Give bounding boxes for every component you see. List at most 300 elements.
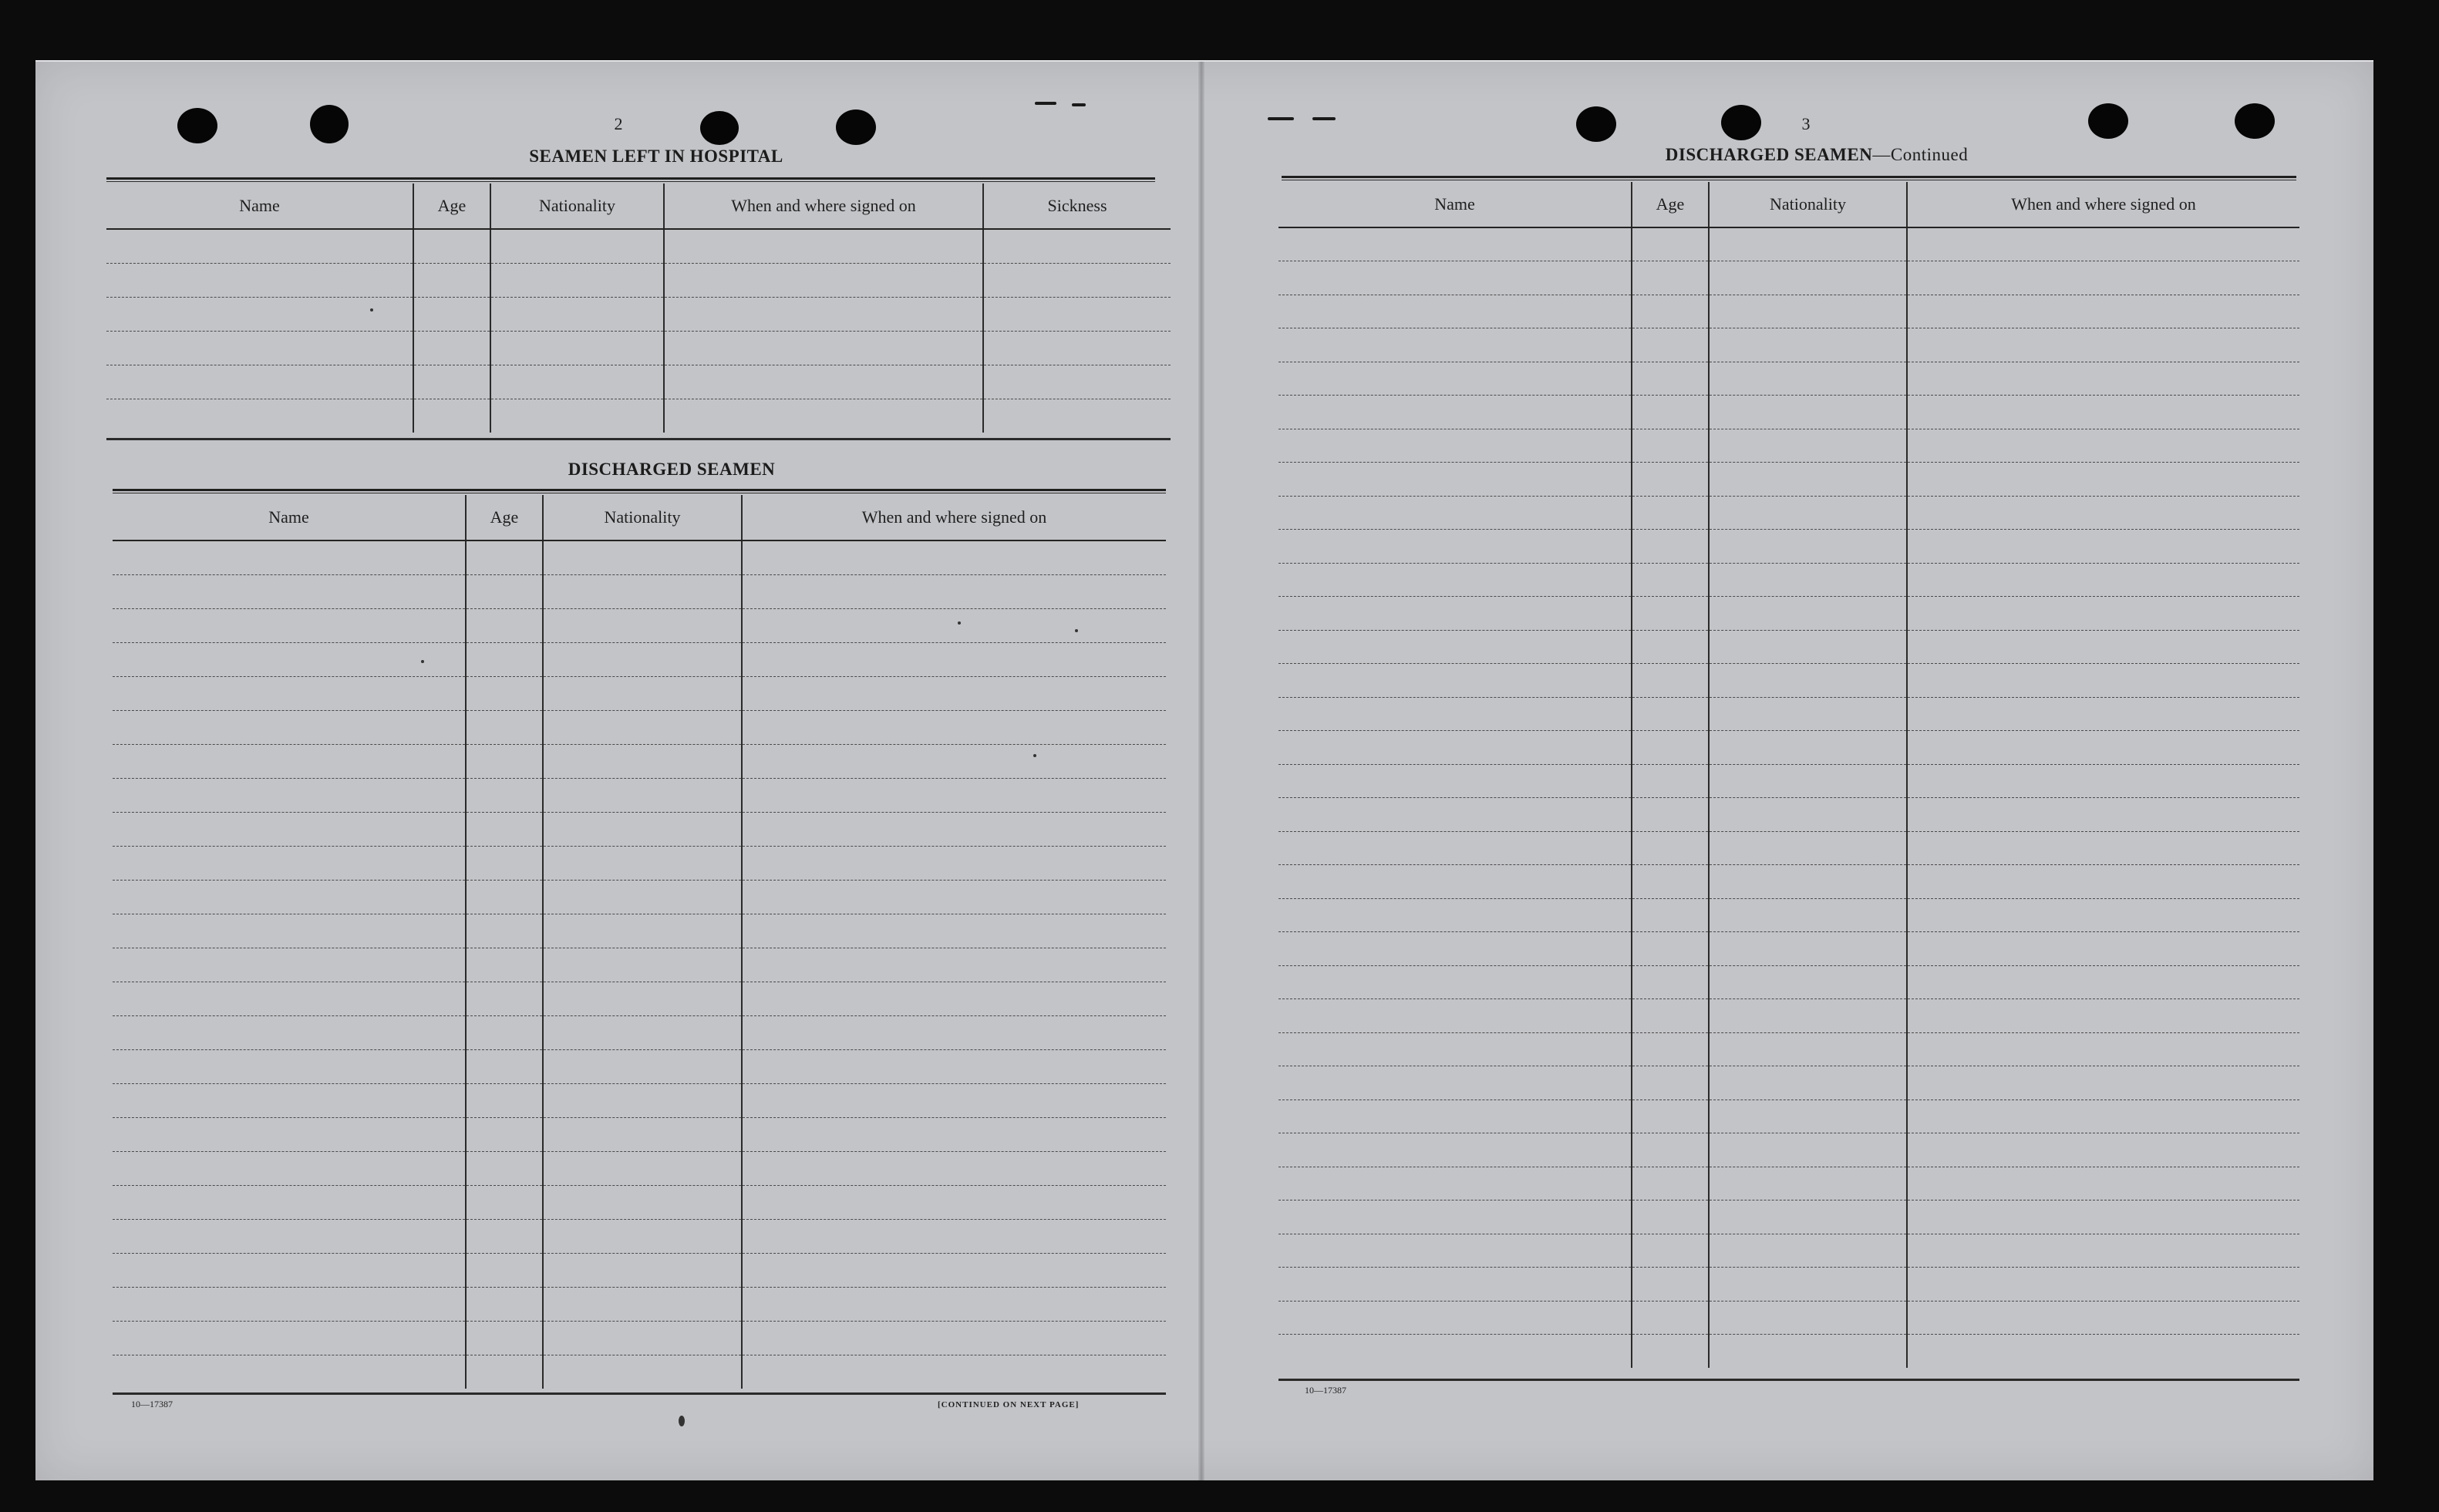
blank-cell: [466, 812, 543, 846]
blank-cell: [466, 1355, 543, 1389]
blank-cell: [466, 914, 543, 948]
blank-cell: [1709, 764, 1907, 798]
table-row: [1278, 362, 2299, 396]
table-row: [113, 914, 1166, 948]
blank-cell: [742, 1117, 1166, 1151]
blank-cell: [106, 331, 413, 365]
table-row: [1278, 261, 2299, 295]
blank-cell: [113, 1287, 466, 1321]
blank-cell: [1278, 965, 1632, 999]
blank-cell: [490, 297, 664, 331]
table-row: [113, 982, 1166, 1015]
blank-cell: [1632, 396, 1709, 429]
blank-cell: [543, 812, 742, 846]
continued-suffix: —Continued: [1872, 145, 1969, 164]
blank-cell: [1278, 295, 1632, 328]
table-row: [113, 1321, 1166, 1355]
table-row: [106, 263, 1171, 297]
blank-cell: [413, 399, 490, 433]
blank-cell: [1907, 731, 2299, 765]
table-row: [1278, 328, 2299, 362]
continued-note: [CONTINUED ON NEXT PAGE]: [938, 1400, 1080, 1409]
blank-cell: [1709, 328, 1907, 362]
page-fold: [1198, 62, 1204, 1480]
punch-hole: [2088, 103, 2128, 139]
table-row: [113, 1355, 1166, 1389]
blank-cell: [1907, 764, 2299, 798]
blank-cell: [113, 1015, 466, 1049]
blank-cell: [742, 1287, 1166, 1321]
blank-cell: [413, 263, 490, 297]
blank-cell: [664, 399, 983, 433]
blank-cell: [1278, 831, 1632, 865]
blank-cell: [413, 297, 490, 331]
blank-cell: [1278, 1335, 1632, 1369]
blank-cell: [742, 608, 1166, 642]
blank-cell: [1709, 362, 1907, 396]
blank-cell: [543, 1015, 742, 1049]
blank-cell: [1907, 227, 2299, 261]
blank-cell: [466, 608, 543, 642]
blank-cell: [543, 1321, 742, 1355]
table-row: [1278, 630, 2299, 664]
blank-cell: [466, 642, 543, 676]
blank-cell: [1907, 1234, 2299, 1268]
blank-cell: [490, 263, 664, 297]
blank-cell: [1907, 1201, 2299, 1234]
table-row: [1278, 1335, 2299, 1369]
blank-cell: [1632, 463, 1709, 497]
blank-cell: [1907, 1099, 2299, 1133]
table-row: [1278, 898, 2299, 932]
blank-cell: [1278, 261, 1632, 295]
column-header-signed-on: When and where signed on: [742, 495, 1166, 540]
blank-cell: [742, 1049, 1166, 1083]
blank-cell: [664, 297, 983, 331]
discharged-bottom-rule-left: [113, 1392, 1166, 1395]
blank-cell: [1278, 328, 1632, 362]
blank-cell: [1632, 1066, 1709, 1100]
blank-cell: [113, 812, 466, 846]
blank-cell: [466, 710, 543, 744]
blank-cell: [1709, 261, 1907, 295]
blank-cell: [1907, 396, 2299, 429]
blank-cell: [466, 1253, 543, 1287]
blank-cell: [1907, 530, 2299, 564]
discharged-table-right: [1278, 182, 2299, 1368]
blank-cell: [466, 1151, 543, 1185]
blank-cell: [543, 1083, 742, 1117]
blank-cell: [1632, 664, 1709, 698]
blank-cell: [113, 1049, 466, 1083]
blank-cell: [1278, 1268, 1632, 1302]
pen-mark: [1072, 103, 1086, 106]
blank-cell: [742, 1083, 1166, 1117]
blank-cell: [742, 744, 1166, 778]
table-row: [106, 229, 1171, 263]
column-header-age: Age: [1632, 182, 1709, 227]
blank-cell: [1278, 999, 1632, 1033]
table-row: [1278, 1032, 2299, 1066]
blank-cell: [543, 1253, 742, 1287]
blank-cell: [1632, 1335, 1709, 1369]
blank-cell: [543, 948, 742, 982]
blank-cell: [1907, 1301, 2299, 1335]
blank-cell: [466, 1117, 543, 1151]
discharged-rows-right: [1278, 227, 2299, 1368]
blank-cell: [466, 1049, 543, 1083]
blank-cell: [1709, 697, 1907, 731]
blank-cell: [113, 676, 466, 710]
blank-cell: [1709, 1234, 1907, 1268]
table-row: [113, 642, 1166, 676]
table-row: [1278, 1099, 2299, 1133]
column-header-nationality: Nationality: [490, 184, 664, 229]
table-row: [1278, 1234, 2299, 1268]
table-row: [1278, 463, 2299, 497]
blank-cell: [742, 812, 1166, 846]
table-row: [1278, 396, 2299, 429]
table-row: [1278, 697, 2299, 731]
blank-cell: [1278, 798, 1632, 832]
blank-cell: [466, 948, 543, 982]
hospital-title-rule: [106, 177, 1155, 182]
blank-cell: [1278, 731, 1632, 765]
table-row: [106, 297, 1171, 331]
column-header-sickness: Sickness: [983, 184, 1171, 229]
blank-cell: [1709, 664, 1907, 698]
blank-cell: [1709, 597, 1907, 631]
table-row: [113, 1287, 1166, 1321]
table-row: [113, 1253, 1166, 1287]
blank-cell: [742, 1355, 1166, 1389]
blank-cell: [1278, 597, 1632, 631]
blank-cell: [1632, 530, 1709, 564]
blank-cell: [1632, 1133, 1709, 1167]
blank-cell: [742, 914, 1166, 948]
blank-cell: [1709, 496, 1907, 530]
punch-hole: [2235, 103, 2275, 139]
blank-cell: [1278, 496, 1632, 530]
blank-cell: [1709, 898, 1907, 932]
table-row: [1278, 731, 2299, 765]
blank-cell: [742, 778, 1166, 812]
column-header-name: Name: [113, 495, 466, 540]
blank-cell: [1632, 1167, 1709, 1201]
table-row: [1278, 563, 2299, 597]
blank-cell: [1632, 831, 1709, 865]
blank-cell: [466, 1185, 543, 1219]
table-row: [113, 744, 1166, 778]
blank-cell: [490, 399, 664, 433]
blank-cell: [113, 642, 466, 676]
table-row: [113, 778, 1166, 812]
column-header-nationality: Nationality: [543, 495, 742, 540]
blank-cell: [742, 1185, 1166, 1219]
blank-cell: [1709, 1335, 1907, 1369]
blank-cell: [466, 676, 543, 710]
blank-cell: [1709, 798, 1907, 832]
blank-cell: [113, 1083, 466, 1117]
hospital-section-title: SEAMEN LEFT IN HOSPITAL: [529, 146, 783, 166]
pen-mark: [1312, 117, 1336, 120]
discharged-continued-title-rule: [1282, 176, 2296, 180]
blank-cell: [742, 574, 1166, 608]
blank-cell: [1709, 227, 1907, 261]
blank-cell: [664, 365, 983, 399]
blank-cell: [1278, 1301, 1632, 1335]
table-row: [1278, 496, 2299, 530]
blank-cell: [1278, 630, 1632, 664]
discharged-continued-title-text: DISCHARGED SEAMEN: [1665, 145, 1873, 164]
blank-cell: [742, 710, 1166, 744]
blank-cell: [113, 1355, 466, 1389]
blank-cell: [1278, 865, 1632, 899]
blank-cell: [543, 1219, 742, 1253]
blank-cell: [742, 642, 1166, 676]
blank-cell: [1907, 362, 2299, 396]
blank-cell: [742, 846, 1166, 880]
blank-cell: [543, 642, 742, 676]
blank-cell: [1632, 496, 1709, 530]
blank-cell: [1632, 1268, 1709, 1302]
blank-cell: [1632, 1032, 1709, 1066]
blank-cell: [1632, 1201, 1709, 1234]
blank-cell: [1632, 563, 1709, 597]
punch-hole: [836, 109, 876, 145]
blank-cell: [1907, 1268, 2299, 1302]
blank-cell: [466, 574, 543, 608]
blank-cell: [1907, 898, 2299, 932]
blank-cell: [413, 331, 490, 365]
hospital-rows: [106, 229, 1171, 433]
table-row: [113, 1083, 1166, 1117]
blank-cell: [1709, 731, 1907, 765]
blank-cell: [543, 982, 742, 1015]
blank-cell: [1278, 463, 1632, 497]
blank-cell: [1278, 664, 1632, 698]
table-row: [1278, 764, 2299, 798]
blank-cell: [543, 676, 742, 710]
blank-cell: [1907, 831, 2299, 865]
blank-cell: [742, 982, 1166, 1015]
blank-cell: [113, 1117, 466, 1151]
blank-cell: [490, 229, 664, 263]
blank-cell: [1907, 664, 2299, 698]
blank-cell: [1278, 1032, 1632, 1066]
blank-cell: [1278, 563, 1632, 597]
blank-cell: [1709, 1133, 1907, 1167]
blank-cell: [466, 1321, 543, 1355]
blank-cell: [1632, 1301, 1709, 1335]
blank-cell: [543, 914, 742, 948]
table-row: [113, 1117, 1166, 1151]
blank-cell: [1907, 463, 2299, 497]
blank-cell: [1632, 1234, 1709, 1268]
blank-cell: [1632, 764, 1709, 798]
blank-cell: [742, 1151, 1166, 1185]
blank-cell: [543, 1287, 742, 1321]
column-header-name: Name: [106, 184, 413, 229]
table-row: [106, 399, 1171, 433]
blank-cell: [106, 229, 413, 263]
blank-cell: [466, 744, 543, 778]
blank-cell: [1907, 1032, 2299, 1066]
blank-cell: [1907, 999, 2299, 1033]
blank-cell: [1632, 261, 1709, 295]
table-row: [113, 540, 1166, 574]
blank-cell: [466, 778, 543, 812]
blank-cell: [113, 608, 466, 642]
blank-cell: [1632, 597, 1709, 631]
blank-cell: [466, 1083, 543, 1117]
blank-cell: [1278, 1234, 1632, 1268]
table-row: [1278, 1066, 2299, 1100]
blank-cell: [1632, 227, 1709, 261]
blank-cell: [983, 365, 1171, 399]
blank-cell: [983, 399, 1171, 433]
blank-cell: [1907, 429, 2299, 463]
table-row: [1278, 227, 2299, 261]
blank-cell: [1709, 865, 1907, 899]
blank-cell: [490, 365, 664, 399]
blank-cell: [1907, 1133, 2299, 1167]
blank-cell: [106, 399, 413, 433]
blank-cell: [1278, 530, 1632, 564]
blank-cell: [742, 676, 1166, 710]
blank-cell: [113, 1253, 466, 1287]
table-row: [1278, 1133, 2299, 1167]
blank-cell: [1632, 965, 1709, 999]
blank-cell: [1632, 630, 1709, 664]
blank-cell: [113, 846, 466, 880]
blank-cell: [543, 608, 742, 642]
blank-cell: [543, 846, 742, 880]
blank-cell: [1709, 396, 1907, 429]
table-row: [1278, 831, 2299, 865]
blank-cell: [1709, 563, 1907, 597]
blank-cell: [1907, 295, 2299, 328]
blank-cell: [1907, 597, 2299, 631]
blank-cell: [1907, 798, 2299, 832]
table-row: [113, 1185, 1166, 1219]
punch-hole: [1721, 105, 1761, 140]
table-row: [113, 1015, 1166, 1049]
table-row: [113, 880, 1166, 914]
blank-cell: [1709, 1201, 1907, 1234]
table-row: [113, 1049, 1166, 1083]
blank-cell: [113, 982, 466, 1015]
blank-cell: [1907, 1066, 2299, 1100]
table-row: [1278, 429, 2299, 463]
blank-cell: [983, 297, 1171, 331]
discharged-title-rule: [113, 489, 1166, 493]
blank-cell: [1907, 1335, 2299, 1369]
blank-cell: [113, 880, 466, 914]
blank-cell: [983, 263, 1171, 297]
blank-cell: [466, 982, 543, 1015]
hospital-table: [106, 184, 1171, 433]
blank-cell: [113, 710, 466, 744]
column-header-signed-on: When and where signed on: [664, 184, 983, 229]
blank-cell: [490, 331, 664, 365]
table-row: [1278, 597, 2299, 631]
column-header-nationality: Nationality: [1709, 182, 1907, 227]
blank-cell: [1278, 396, 1632, 429]
blank-cell: [1278, 227, 1632, 261]
blank-cell: [1278, 362, 1632, 396]
blank-cell: [1709, 932, 1907, 966]
blank-cell: [1278, 1201, 1632, 1234]
column-header-signed-on: When and where signed on: [1907, 182, 2299, 227]
blank-cell: [1709, 999, 1907, 1033]
blank-cell: [1709, 831, 1907, 865]
discharged-bottom-rule-right: [1278, 1379, 2299, 1381]
table-row: [113, 574, 1166, 608]
table-row: [113, 608, 1166, 642]
table-row: [1278, 664, 2299, 698]
form-sheet: [35, 60, 2373, 1480]
hospital-bottom-rule: [106, 438, 1171, 440]
blank-cell: [742, 1253, 1166, 1287]
table-row: [113, 846, 1166, 880]
table-row: [113, 1219, 1166, 1253]
blank-cell: [543, 1117, 742, 1151]
blank-cell: [742, 1321, 1166, 1355]
discharged-continued-title: [1470, 145, 2164, 165]
discharged-rows-left: [113, 540, 1166, 1389]
table-row: [106, 331, 1171, 365]
blank-cell: [1907, 1167, 2299, 1201]
table-row: [113, 1151, 1166, 1185]
table-row: [113, 710, 1166, 744]
blank-cell: [1907, 496, 2299, 530]
discharged-table-left: [113, 495, 1166, 1389]
table-row: [1278, 1268, 2299, 1302]
blank-cell: [113, 778, 466, 812]
punch-hole: [1576, 106, 1616, 142]
blank-cell: [1278, 429, 1632, 463]
blank-cell: [106, 263, 413, 297]
blank-cell: [413, 365, 490, 399]
blank-cell: [113, 914, 466, 948]
blank-cell: [543, 1049, 742, 1083]
blank-cell: [466, 1287, 543, 1321]
blank-cell: [1709, 463, 1907, 497]
blank-cell: [1632, 697, 1709, 731]
blank-cell: [1907, 697, 2299, 731]
blank-cell: [106, 297, 413, 331]
blank-cell: [1907, 965, 2299, 999]
blank-cell: [1278, 697, 1632, 731]
blank-cell: [1907, 865, 2299, 899]
blank-cell: [1907, 630, 2299, 664]
table-row: [113, 812, 1166, 846]
punch-hole: [177, 108, 217, 143]
blank-cell: [1278, 932, 1632, 966]
blank-cell: [466, 1015, 543, 1049]
table-row: [1278, 999, 2299, 1033]
column-header-age: Age: [466, 495, 543, 540]
blank-cell: [543, 1151, 742, 1185]
blank-cell: [1709, 1099, 1907, 1133]
blank-cell: [1632, 362, 1709, 396]
blank-cell: [1278, 898, 1632, 932]
blank-cell: [466, 1219, 543, 1253]
blank-cell: [1632, 898, 1709, 932]
table-row: [106, 365, 1171, 399]
punch-hole: [700, 111, 739, 145]
